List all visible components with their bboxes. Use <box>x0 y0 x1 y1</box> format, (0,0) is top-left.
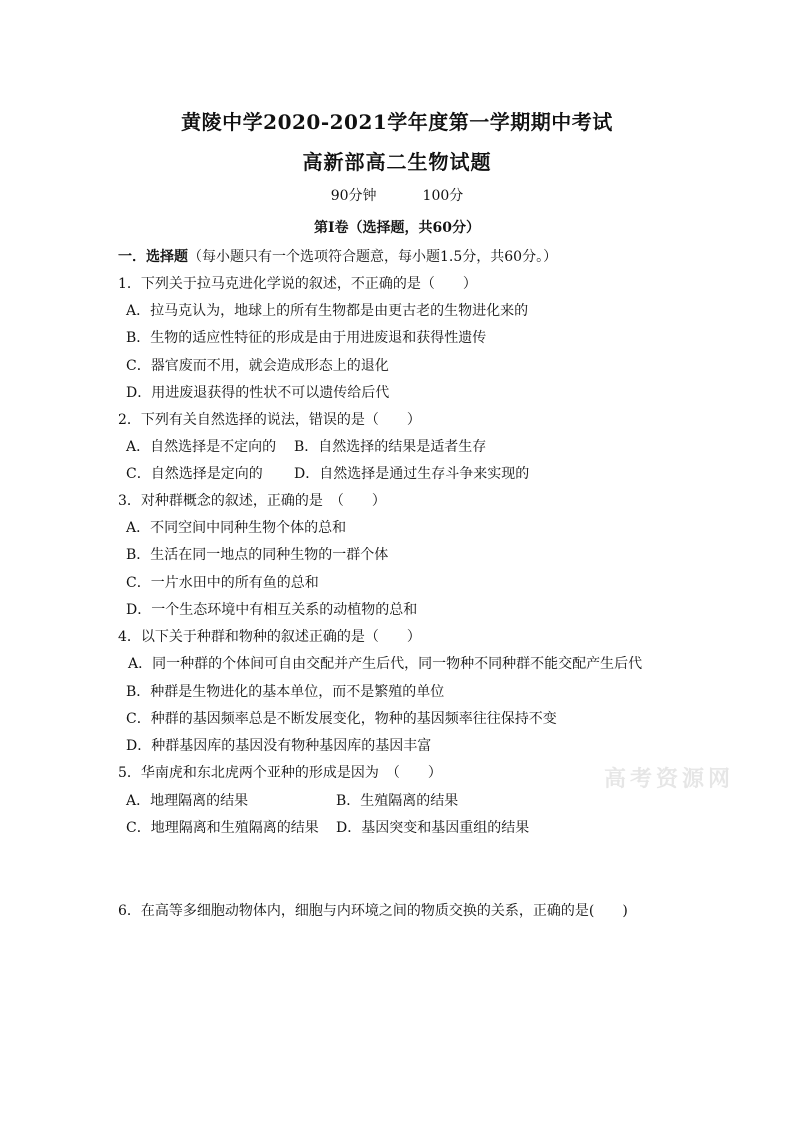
total-score: 100分 <box>422 188 464 204</box>
question-5-option-c: C．地理隔离和生殖隔离的结果 <box>126 820 319 836</box>
question-3-option-c: C．一片水田中的所有鱼的总和 <box>126 575 319 591</box>
question-3-option-b: B．生活在同一地点的同种生物的一群个体 <box>126 547 389 563</box>
question-2-option-b: B．自然选择的结果是适者生存 <box>294 439 487 455</box>
duration: 90分钟 <box>330 188 377 204</box>
question-3-stem: 3．对种群概念的叙述，正确的是 （ ） <box>118 493 386 509</box>
volume-heading: 第Ⅰ卷（选择题，共60分） <box>313 220 481 236</box>
question-2-option-d: D．自然选择是通过生存斗争来实现的 <box>294 466 530 482</box>
section-heading <box>118 248 557 266</box>
question-3-option-a: A．不同空间中同种生物个体的总和 <box>126 520 347 536</box>
question-4-stem: 4．以下关于种群和物种的叙述正确的是（ ） <box>118 629 421 645</box>
question-5-stem: 5．华南虎和东北虎两个亚种的形成是因为 （ ） <box>118 765 442 781</box>
question-5-option-d: D．基因突变和基因重组的结果 <box>336 820 530 836</box>
question-1-stem: 1．下列关于拉马克进化学说的叙述，不正确的是（ ） <box>118 276 477 292</box>
section-label: 一．选择题 <box>118 249 188 265</box>
question-3-option-d: D．一个生态环境中有相互关系的动植物的总和 <box>126 602 418 618</box>
question-1-option-a: A．拉马克认为，地球上的所有生物都是由更古老的生物进化来的 <box>126 303 529 319</box>
question-6-stem: 6．在高等多细胞动物体内，细胞与内环境之间的物质交换的关系，正确的是( ) <box>118 903 628 919</box>
question-1-option-b: B．生物的适应性特征的形成是由于用进废退和获得性遗传 <box>126 330 487 346</box>
exam-meta <box>0 185 794 205</box>
question-4-option-c: C．种群的基因频率总是不断发展变化，物种的基因频率往往保持不变 <box>126 711 557 727</box>
question-4-option-b: B．种群是生物进化的基本单位，而不是繁殖的单位 <box>126 684 445 700</box>
question-4-option-a: A．同一种群的个体间可自由交配并产生后代，同一物种不同种群不能交配产生后代 <box>128 656 643 672</box>
question-4-option-d: D．种群基因库的基因没有物种基因库的基因丰富 <box>126 738 432 754</box>
exam-title: 黄陵中学2020-2021学年度第一学期期中考试 <box>181 110 613 134</box>
question-2-option-a: A．自然选择是不定向的 <box>126 439 277 455</box>
watermark: 高考资源网 <box>604 766 735 792</box>
question-2-stem: 2．下列有关自然选择的说法，错误的是（ ） <box>118 412 421 428</box>
question-1-option-d: D．用进废退获得的性状不可以遗传给后代 <box>126 385 390 401</box>
question-1-option-c: C．器官废而不用，就会造成形态上的退化 <box>126 358 389 374</box>
question-5-option-b: B．生殖隔离的结果 <box>336 793 459 809</box>
exam-subtitle: 高新部高二生物试题 <box>302 150 492 174</box>
question-2-option-c: C．自然选择是定向的 <box>126 466 263 482</box>
section-desc: （每小题只有一个选项符合题意，每小题1.5分，共60分。） <box>188 249 558 265</box>
question-5-option-a: A．地理隔离的结果 <box>126 793 249 809</box>
